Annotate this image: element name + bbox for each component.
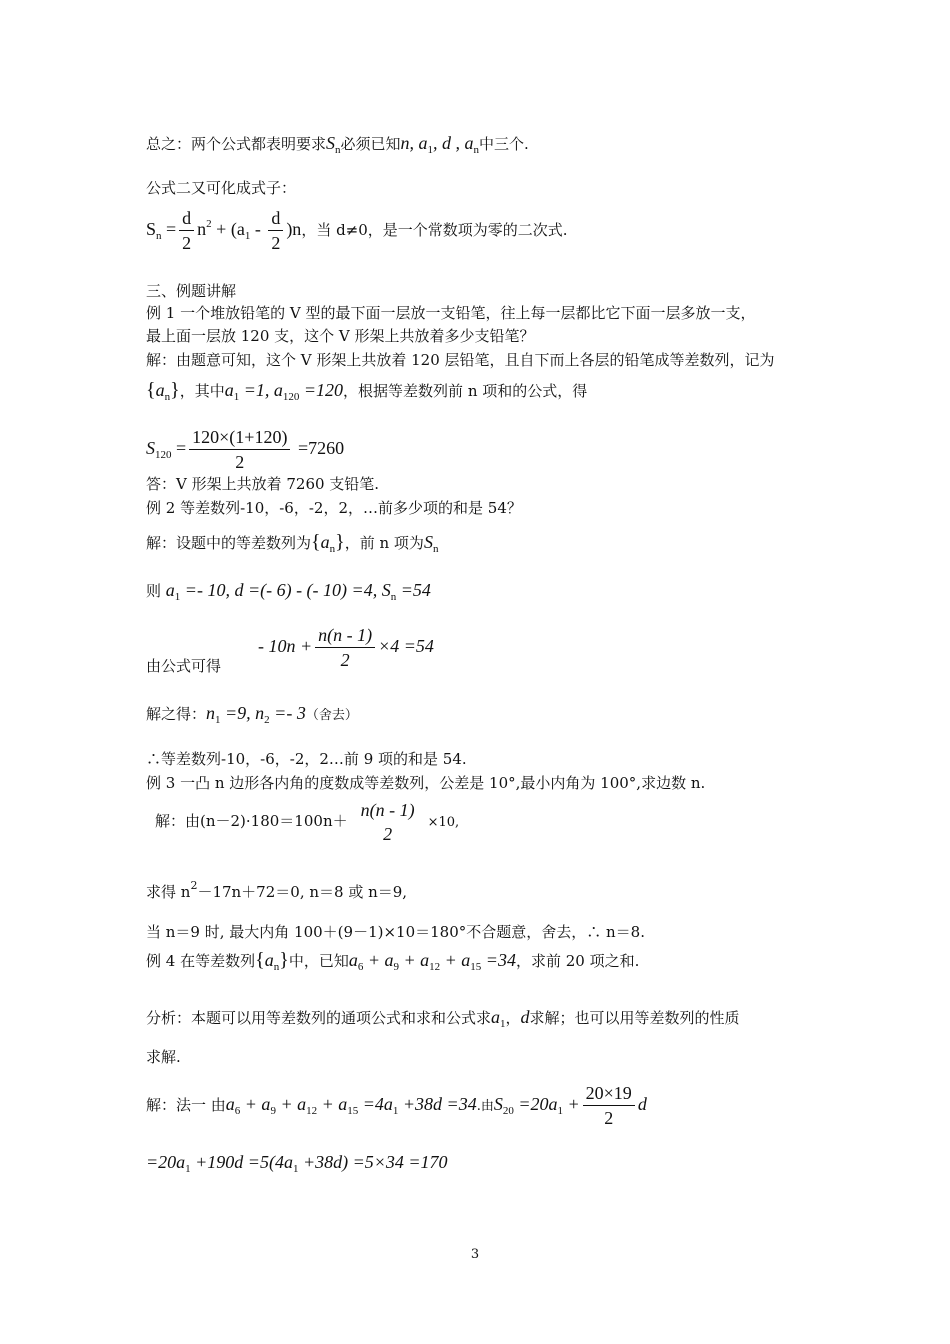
section-heading: 三、例题讲解 [146, 282, 237, 300]
ex1-line4: $\{a_n\}$，其中$a_1 =1$, $a_{120} =120$，根据等差数列前 n 项和的公式，得 [146, 379, 588, 403]
formula2-expression: $S_n$ = $\frac{d}{2}$ $n^2 + (a_1$ - $\frac{d}{2}$ )n [146, 208, 302, 254]
ex1-line2: 最上面一层放 120 支，这个 V 形架上共放着多少支铅笔？ [146, 327, 535, 345]
ex1-formula [146, 425, 344, 478]
summary-text-2: 必须已知 [340, 135, 401, 153]
var-d: d [520, 1007, 530, 1027]
var-a1: $a_1$ [491, 1007, 506, 1030]
ex2-setup: 解：设题中的等差数列为$\{a_n\}$，前 n 项为$S_n$ [146, 531, 439, 555]
ex1-line3: 解：由题意可知，这个 V 形架上共放着 120 层铅笔，且自下而上各层的铅笔成等差数列，记为 [146, 351, 775, 369]
seq-an: $\{a_n\}$ [146, 379, 180, 403]
ex1-given: $a_1 =1$, $a_{120} =120$ [224, 380, 344, 403]
ex4-result-expr: $=20a_1 +190d =5(4a_1 +38d) =5\times 34 =170$ [146, 1152, 448, 1175]
var-sn: $S_n$ [423, 532, 439, 555]
summary-text-3: 中三个. [479, 135, 529, 153]
ex3-equation: 求得 $n^2-17n+72=0$, n＝8 或 n＝9, [146, 879, 408, 901]
seq-an: $\{a_n\}$ [311, 531, 345, 555]
ex2-equation-expr: - 10n + $\frac{n(n - 1)}{2}$ ×4 =54 [258, 625, 434, 671]
ex2-by-formula: 由公式可得 [146, 657, 222, 675]
ex1-sum-expression: $S_{120}$ = $\frac{120\times(1+120)}{2}$ =7260 [146, 427, 345, 473]
summary-line [146, 133, 529, 160]
formula2-line [146, 200, 568, 260]
ex4-method1: 解：法一 由$a_6 + a_9 + a_{12} + a_{15} =4a_1 +38d =34$.由$S_{20} =20a_1$ + $\frac{20\times 19}{2}$ d [146, 1083, 647, 1129]
ex4-analysis-end: 求解. [146, 1048, 181, 1066]
ex4-result [146, 1148, 448, 1183]
page-number: 3 [470, 1247, 480, 1262]
known-list: n, $a_1$, d , $a_n$ [400, 133, 480, 156]
ex2-given: 则 $a_1 =- 10$, d =(- 6) - (- 10) =4, $S_n =54$ [146, 580, 431, 603]
ex2-equation [258, 622, 434, 671]
ex2-solution: 解之得：$n_1 =9$, $n_2 =- 3$（舍去） [146, 703, 358, 726]
seq-an: $\{a_n\}$ [255, 949, 289, 973]
ex2-conclusion: ∴等差数列-10，-6，-2，2…前 9 项的和是 54. [146, 750, 467, 768]
ex2-roots: $n_1 =9$, $n_2 =- 3$ [206, 703, 306, 726]
ex1-answer: 答：V 形架上共放着 7260 支铅笔. [146, 475, 380, 493]
ex3-fraction: n(n - 1) 2 [360, 800, 415, 844]
formula2-note: ，当 d≠0，是一个常数项为零的二次式. [301, 221, 568, 239]
ex4-s20-formula: $S_{20} =20a_1$ + $\frac{20\times 19}{2}$ d [493, 1083, 647, 1129]
ex1-line1: 例 1 一个堆放铅笔的 V 型的最下面一层放一支铅笔，往上每一层都比它下面一层多放一支， [146, 304, 756, 322]
ex4-analysis: 分析：本题可以用等差数列的通项公式和求和公式求$a_1$，d求解；也可以用等差数列的性质 [146, 1007, 740, 1030]
var-sn: $S_n$ [326, 133, 341, 156]
ex4-method1-eq: $a_6 + a_9 + a_{12} + a_{15} =4a_1 +38d =34$ [225, 1094, 477, 1117]
ex4-line1: 例 4 在等差数列$\{a_n\}$中，已知$a_6 + a_9 + a_{12} + a_{15} =34$，求前 20 项之和. [146, 949, 640, 973]
ex2-given-formula: $a_1 =- 10$, d =(- 6) - (- 10) =4, $S_n =54$ [165, 580, 431, 603]
ex2-line1: 例 2 等差数列-10，-6，-2，2，…前多少项的和是 54？ [146, 499, 522, 517]
ex4-condition: $a_6 + a_9 + a_{12} + a_{15} =34$ [348, 950, 516, 973]
formula2-intro: 公式二又可化成式子： [146, 179, 297, 197]
ex3-conclusion: 当 n＝9 时, 最大内角 100＋(9－1)×10＝180°不合题意，舍去，∴ n＝8. [146, 923, 645, 941]
summary-text-1: 总之：两个公式都表明要求 [146, 135, 327, 153]
ex3-solution: 解：由(n－2)·180＝100n＋ n(n - 1) 2 ×10, [155, 800, 460, 844]
ex3-line1: 例 3 一凸 n 边形各内角的度数成等差数列，公差是 10°,最小内角为 100°,求边数 n. [146, 774, 706, 792]
